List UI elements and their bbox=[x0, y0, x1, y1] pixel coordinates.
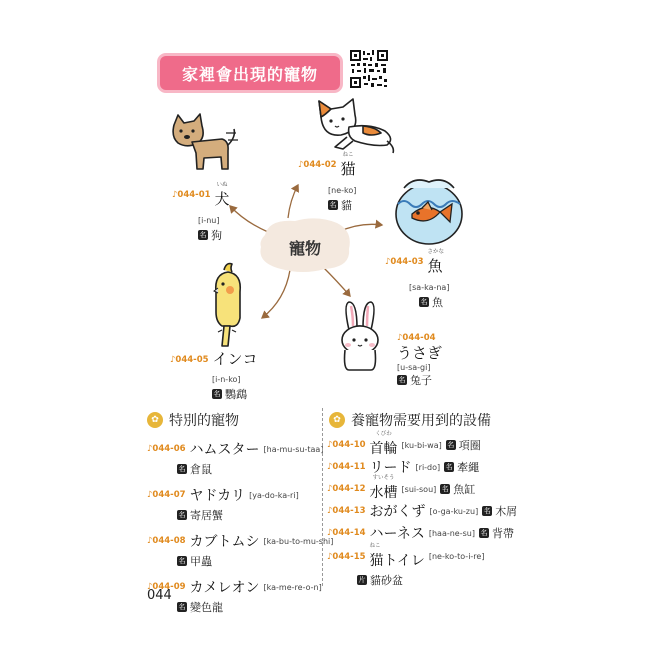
paw-icon: ✿ bbox=[147, 412, 163, 428]
part-of-speech-badge: 名 bbox=[420, 297, 428, 306]
japanese-word: ハーネス bbox=[369, 526, 425, 542]
chinese-meaning: 鸚鵡 bbox=[225, 388, 247, 401]
special-pets-list bbox=[147, 439, 333, 615]
chinese-meaning: 寄居蟹 bbox=[190, 509, 223, 522]
part-of-speech-badge: 名 bbox=[398, 376, 406, 384]
japanese-word: 首輪 bbox=[369, 440, 398, 457]
japanese-word: ヤドカリ bbox=[189, 488, 246, 504]
audio-track-number[interactable]: ♪044-07 bbox=[147, 490, 186, 500]
audio-track-number[interactable]: ♪044-05 bbox=[170, 354, 209, 365]
equipment-heading bbox=[329, 410, 491, 430]
chinese-meaning: 背帶 bbox=[491, 527, 514, 540]
japanese-word: カメレオン bbox=[189, 580, 260, 596]
part-of-speech-badge: 片 bbox=[358, 575, 366, 584]
audio-track-number[interactable]: ♪044-08 bbox=[147, 536, 186, 546]
romanization: [o-ga-ku-zu] bbox=[429, 506, 479, 516]
romanization: [sui-sou] bbox=[401, 484, 437, 494]
list-item bbox=[327, 522, 517, 544]
japanese-word: 魚 bbox=[427, 256, 443, 275]
list-item bbox=[327, 431, 517, 457]
chinese-meaning: 變色龍 bbox=[190, 601, 223, 614]
furigana: くびわ bbox=[375, 431, 392, 438]
japanese-word: おがくず bbox=[369, 504, 426, 520]
chinese-meaning: 魚 bbox=[432, 295, 443, 309]
romanization: [ku-bi-wa] bbox=[401, 440, 442, 450]
romanization: [u-sa-gi] bbox=[397, 363, 431, 372]
rabbit-illustration bbox=[335, 300, 385, 372]
list-item bbox=[327, 475, 517, 501]
romanization: [ri-do] bbox=[415, 462, 441, 472]
part-of-speech-badge: 名 bbox=[445, 463, 453, 471]
japanese-word: 犬 bbox=[214, 189, 230, 208]
part-of-speech-badge: 名 bbox=[178, 511, 186, 519]
chinese-meaning: 木屑 bbox=[495, 505, 518, 518]
chinese-meaning: 狗 bbox=[211, 228, 222, 242]
list-item bbox=[327, 500, 517, 522]
part-of-speech-badge: 名 bbox=[178, 557, 186, 565]
japanese-word: 水槽 bbox=[369, 484, 398, 501]
column-divider bbox=[322, 408, 323, 586]
japanese-word: カブトムシ bbox=[189, 534, 260, 550]
audio-track-number[interactable]: ♪044-11 bbox=[327, 462, 366, 472]
romanization: [ne-ko-to-i-re] bbox=[428, 552, 485, 562]
chinese-meaning: 甲蟲 bbox=[190, 555, 212, 568]
japanese-word: ハムスター bbox=[189, 442, 260, 458]
japanese-word: 猫 bbox=[340, 159, 356, 178]
list-item bbox=[327, 456, 517, 478]
list-item bbox=[327, 544, 517, 588]
part-of-speech-badge: 名 bbox=[483, 507, 491, 515]
chinese-meaning: 兔子 bbox=[410, 374, 432, 387]
audio-track-number[interactable]: ♪044-10 bbox=[327, 440, 366, 450]
fishbowl-illustration bbox=[392, 172, 466, 248]
romanization: [ka-bu-to-mu-shi] bbox=[263, 536, 334, 546]
furigana: いぬ bbox=[216, 182, 228, 188]
page-number: 044 bbox=[147, 588, 172, 603]
japanese-word: うさぎ bbox=[397, 344, 443, 362]
part-of-speech-badge: 名 bbox=[199, 230, 207, 239]
audio-track-number[interactable]: ♪044-04 bbox=[397, 333, 436, 343]
audio-track-number[interactable]: ♪044-12 bbox=[327, 484, 366, 494]
audio-track-number[interactable]: ♪044-15 bbox=[327, 551, 366, 562]
furigana: ねこ bbox=[369, 543, 381, 549]
dog-illustration bbox=[166, 113, 241, 175]
part-of-speech-badge: 名 bbox=[178, 603, 186, 611]
audio-track-number[interactable]: ♪044-14 bbox=[327, 528, 366, 538]
furigana: さかな bbox=[427, 249, 445, 255]
pet-entry-dog bbox=[172, 183, 230, 243]
audio-track-number[interactable]: ♪044-13 bbox=[327, 506, 366, 516]
romanization: [ne-ko] bbox=[328, 185, 357, 195]
chinese-meaning: 貓砂盆 bbox=[370, 573, 403, 587]
romanization: [i-nu] bbox=[198, 215, 220, 225]
furigana: ねこ bbox=[342, 152, 354, 158]
part-of-speech-badge: 名 bbox=[329, 200, 337, 209]
romanization: [sa-ka-na] bbox=[409, 282, 450, 292]
list-item bbox=[147, 531, 333, 569]
pet-entry-cat bbox=[298, 153, 356, 213]
cat-illustration bbox=[313, 97, 397, 155]
pet-entry-parakeet bbox=[170, 352, 258, 402]
equipment-list bbox=[327, 431, 518, 588]
audio-track-number[interactable]: ♪044-02 bbox=[298, 160, 337, 171]
japanese-word: リード bbox=[369, 460, 412, 476]
part-of-speech-badge: 名 bbox=[447, 441, 455, 449]
section-title-banner: 家裡會出現的寵物 bbox=[160, 56, 340, 90]
paw-icon: ✿ bbox=[329, 412, 345, 428]
romanization: [haa-ne-su] bbox=[428, 528, 475, 538]
part-of-speech-badge: 名 bbox=[178, 465, 186, 473]
chinese-meaning: 項圈 bbox=[458, 439, 481, 452]
part-of-speech-badge: 名 bbox=[213, 390, 221, 398]
equipment-title: 養寵物需要用到的設備 bbox=[351, 413, 491, 429]
audio-track-number[interactable]: ♪044-01 bbox=[172, 190, 211, 201]
pet-entry-fish bbox=[385, 250, 449, 310]
list-item bbox=[147, 485, 333, 523]
romanization: [ka-me-re-o-n] bbox=[263, 582, 322, 592]
part-of-speech-badge: 名 bbox=[480, 529, 488, 537]
audio-track-number[interactable]: ♪044-06 bbox=[147, 444, 186, 454]
furigana: すいそう bbox=[372, 475, 395, 482]
romanization: [ha-mu-su-taa] bbox=[263, 444, 324, 454]
special-pets-heading bbox=[147, 410, 239, 430]
audio-track-number[interactable]: ♪044-09 bbox=[147, 582, 186, 592]
chinese-meaning: 牽繩 bbox=[457, 461, 480, 474]
center-topic-label: 寵物 bbox=[288, 239, 321, 258]
japanese-word: 猫トイレ bbox=[369, 552, 425, 569]
chinese-meaning: 貓 bbox=[341, 198, 352, 212]
list-item bbox=[147, 439, 333, 477]
list-item bbox=[147, 577, 333, 615]
part-of-speech-badge: 名 bbox=[441, 485, 449, 493]
chinese-meaning: 倉鼠 bbox=[190, 463, 212, 476]
japanese-word: インコ bbox=[212, 350, 258, 368]
pet-entry-rabbit bbox=[397, 325, 442, 388]
chinese-meaning: 魚缸 bbox=[453, 483, 476, 496]
audio-track-number[interactable]: ♪044-03 bbox=[385, 257, 424, 268]
special-pets-title: 特別的寵物 bbox=[169, 413, 239, 429]
parakeet-illustration bbox=[210, 262, 246, 348]
romanization: [ya-do-ka-ri] bbox=[249, 490, 299, 500]
romanization: [i-n-ko] bbox=[212, 375, 241, 384]
